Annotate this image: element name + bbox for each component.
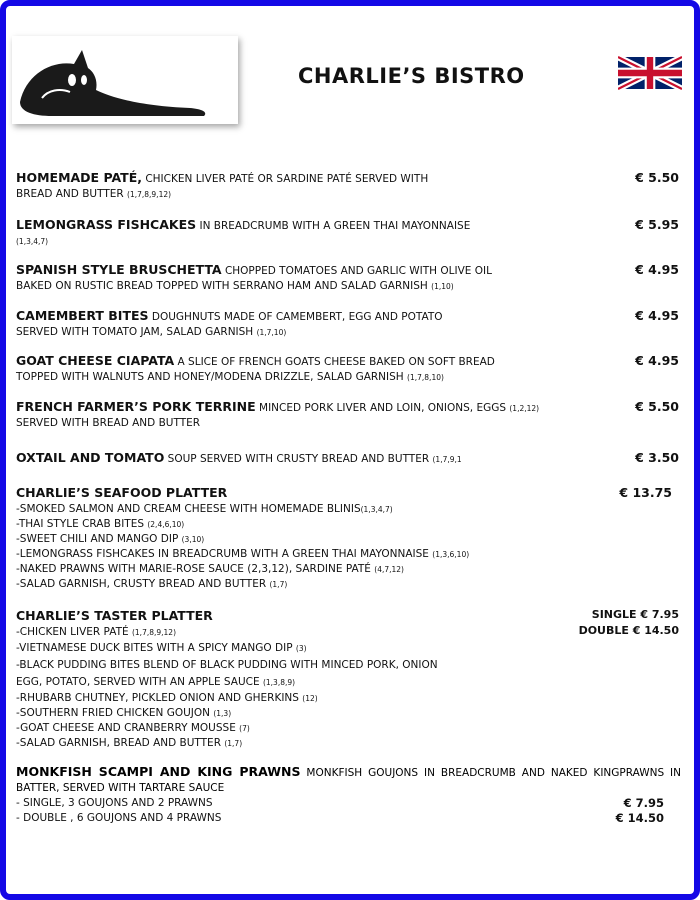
platter-line: -GOAT CHEESE AND CRANBERRY MOUSSE <box>16 722 236 734</box>
allergen-codes: (3) <box>295 644 307 653</box>
monkfish-description-block <box>16 764 681 796</box>
item-price: € 4.95 <box>635 353 679 368</box>
item-description: SERVED WITH BREAD AND BUTTER <box>16 417 201 429</box>
item-price: € 3.50 <box>635 450 679 465</box>
item-description: MINCED PORK LIVER AND LOIN, ONIONS, EGGS <box>259 402 507 414</box>
allergen-codes: (1,3,8,9) <box>262 678 296 687</box>
platter-line: -SALAD GARNISH, CRUSTY BREAD AND BUTTER <box>16 578 267 590</box>
item-description: BAKED ON RUSTIC BREAD TOPPED WITH SERRANO HAM AND SALAD GARNISH <box>16 280 428 292</box>
item-name: HOMEMADE PATÉ, <box>16 170 142 185</box>
allergen-codes: (1,3,4,7) <box>360 505 393 514</box>
page-title: CHARLIE’S BISTRO <box>298 64 525 88</box>
allergen-codes: (1,7) <box>269 580 288 589</box>
allergen-codes: (1,10) <box>431 282 454 291</box>
allergen-codes: (1,3) <box>213 709 232 718</box>
item-price: € 5.95 <box>635 217 679 232</box>
allergen-codes: (12) <box>302 694 318 703</box>
menu-list <box>6 6 700 900</box>
item-price: € 4.95 <box>635 262 679 277</box>
item-description: BREAD AND BUTTER <box>16 188 124 200</box>
price-single: SINGLE € 7.95 <box>591 608 679 621</box>
menu-item-monkfish-scampi <box>16 764 686 826</box>
allergen-codes: (1,3,6,10) <box>432 550 470 559</box>
allergen-codes: (1,2,12) <box>509 404 540 413</box>
item-name: CHARLIE’S TASTER PLATTER <box>16 608 213 623</box>
item-description: IN BREADCRUMB WITH A GREEN THAI MAYONNAISE <box>199 220 471 232</box>
item-name: MONKFISH SCAMPI AND KING PRAWNS <box>16 764 301 779</box>
item-name: GOAT CHEESE CIAPATA <box>16 353 175 368</box>
platter-line: -NAKED PRAWNS WITH MARIE-ROSE SAUCE (2,3,12), SARDINE PATÉ <box>16 563 371 575</box>
allergen-codes: (2,4,6,10) <box>147 520 185 529</box>
menu-item-lemongrass-fishcakes <box>16 217 686 249</box>
platter-line: -SMOKED SALMON AND CREAM CHEESE WITH HOMEMADE BLINIS <box>16 503 361 515</box>
item-price: € 13.75 <box>619 485 672 500</box>
platter-line: -BLACK PUDDING BITES BLEND OF BLACK PUDDING WITH MINCED PORK, ONION <box>16 659 438 671</box>
item-description: CHOPPED TOMATOES AND GARLIC WITH OLIVE OIL <box>224 265 492 277</box>
menu-item-taster-platter <box>16 608 686 751</box>
allergen-codes: (1,3,4,7) <box>16 237 49 246</box>
item-name: OXTAIL AND TOMATO <box>16 450 165 465</box>
price-double: € 14.50 <box>615 811 664 825</box>
item-description: SOUP SERVED WITH CRUSTY BREAD AND BUTTER <box>167 453 430 465</box>
price-single: € 7.95 <box>623 796 664 810</box>
allergen-codes: (4,7,12) <box>374 565 404 574</box>
allergen-codes: (7) <box>239 724 250 733</box>
allergen-codes: (1,7) <box>224 739 243 748</box>
platter-line: -CHICKEN LIVER PATÉ <box>16 626 129 638</box>
item-description: A SLICE OF FRENCH GOATS CHEESE BAKED ON SOFT BREAD <box>177 356 495 368</box>
item-description: DOUGHNUTS MADE OF CAMEMBERT, EGG AND POTATO <box>151 311 443 323</box>
item-name: CHARLIE’S SEAFOOD PLATTER <box>16 485 228 500</box>
item-name: LEMONGRASS FISHCAKES <box>16 217 197 232</box>
price-double: DOUBLE € 14.50 <box>578 624 679 637</box>
item-description: MONKFISH GOUJONS IN BREADCRUMB AND NAKED KINGPRAWNS IN BATTER, SERVED WITH TARTARE SAUCE <box>16 767 681 794</box>
item-description: CHICKEN LIVER PATÉ OR SARDINE PATÉ SERVED WITH <box>145 173 429 185</box>
menu-item-oxtail-tomato <box>16 450 686 467</box>
item-price: € 5.50 <box>635 170 679 185</box>
menu-item-pork-terrine <box>16 399 686 431</box>
allergen-codes: (1,7,8,9,12) <box>127 190 172 199</box>
item-price: € 5.50 <box>635 399 679 414</box>
item-description: TOPPED WITH WALNUTS AND HONEY/MODENA DRIZZLE, SALAD GARNISH <box>16 371 404 383</box>
platter-line: -THAI STYLE CRAB BITES <box>16 518 145 530</box>
platter-line: -SALAD GARNISH, BREAD AND BUTTER <box>16 737 221 749</box>
item-name: SPANISH STYLE BRUSCHETTA <box>16 262 222 277</box>
allergen-codes: (3,10) <box>181 535 205 544</box>
platter-line: -RHUBARB CHUTNEY, PICKLED ONION AND GHERKINS <box>16 692 299 704</box>
menu-item-camembert-bites <box>16 308 686 340</box>
menu-item-spanish-bruschetta <box>16 262 686 294</box>
item-name: CAMEMBERT BITES <box>16 308 149 323</box>
menu-item-seafood-platter <box>16 485 686 592</box>
menu-item-goat-cheese-ciapata <box>16 353 686 385</box>
platter-line: -VIETNAMESE DUCK BITES WITH A SPICY MANGO DIP <box>16 642 293 654</box>
option-single: - SINGLE, 3 GOUJONS AND 2 PRAWNS <box>16 797 213 809</box>
option-double: - DOUBLE , 6 GOUJONS AND 4 PRAWNS <box>16 812 222 824</box>
item-price: € 4.95 <box>635 308 679 323</box>
item-description: SERVED WITH TOMATO JAM, SALAD GARNISH <box>16 326 254 338</box>
platter-line: -SOUTHERN FRIED CHICKEN GOUJON <box>16 707 210 719</box>
platter-line: -LEMONGRASS FISHCAKES IN BREADCRUMB WITH A GREEN THAI MAYONNAISE <box>16 548 429 560</box>
allergen-codes: (1,7,9,1 <box>432 455 462 464</box>
platter-line: EGG, POTATO, SERVED WITH AN APPLE SAUCE <box>16 676 260 688</box>
item-name: FRENCH FARMER’S PORK TERRINE <box>16 399 256 414</box>
platter-line: -SWEET CHILI AND MANGO DIP <box>16 533 179 545</box>
allergen-codes: (1,7,10) <box>256 328 287 337</box>
menu-item-homemade-pate <box>16 170 686 202</box>
allergen-codes: (1,7,8,10) <box>407 373 444 382</box>
allergen-codes: (1,7,8,9,12) <box>131 628 177 637</box>
